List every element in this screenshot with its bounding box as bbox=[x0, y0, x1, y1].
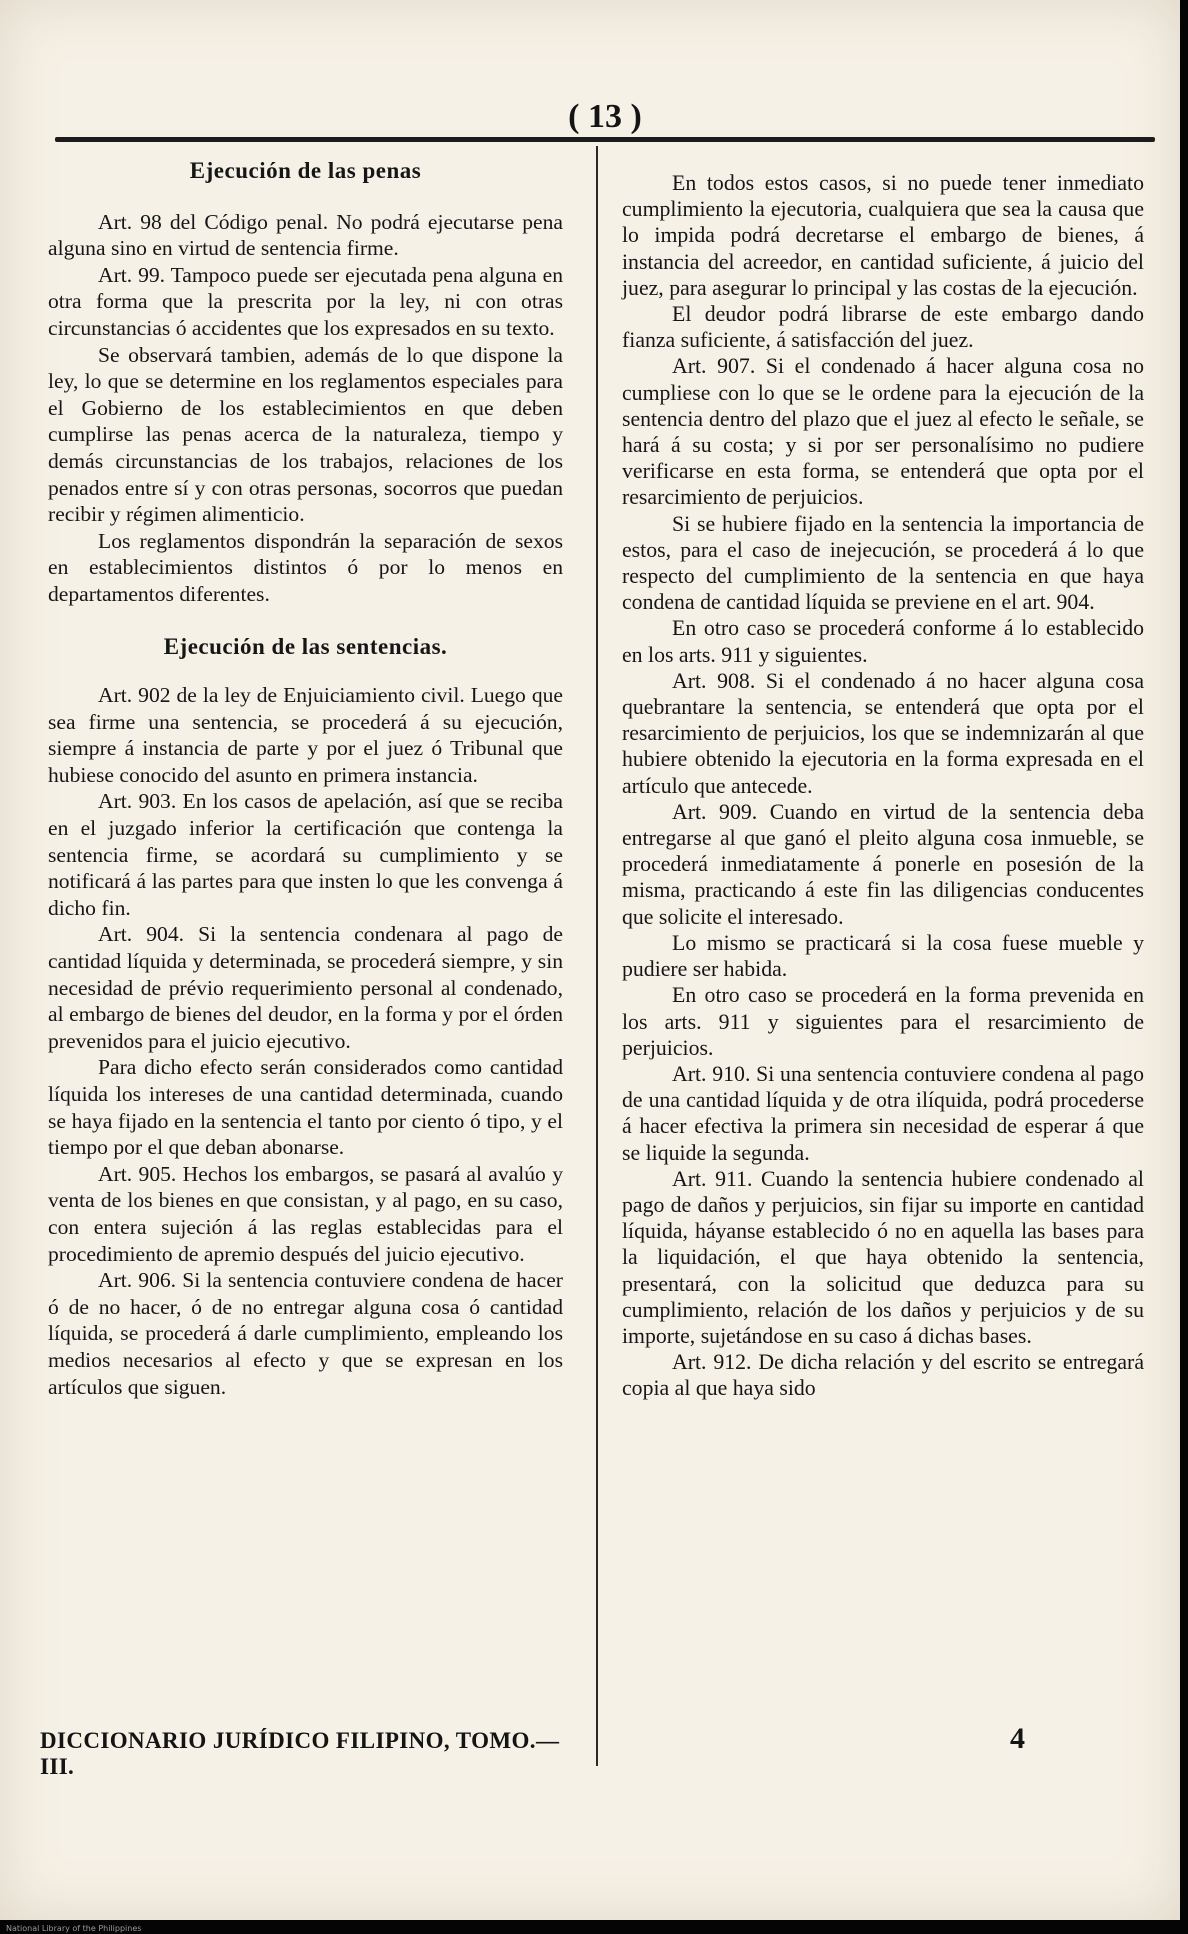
paragraph: Art. 910. Si una sentencia contuviere condena al pago de una cantidad líquida y de otra ilíquida, podrá procederse á hacer efectiva la primera sin necesidad de esperar á que se liquide la segunda. bbox=[622, 1061, 1144, 1165]
paragraph: Art. 99. Tampoco puede ser ejecutada pena alguna en otra forma que la prescrita por la ley, ni con otras circunstancias ó accidentes que los expresados en su texto. bbox=[48, 262, 563, 340]
paragraph: Art. 909. Cuando en virtud de la sentencia deba entregarse al que ganó el pleito alguna cosa inmueble, se procederá inmediatamente á ponerle en posesión de la misma, practicando á este fin las diligencias conducentes que solicite el interesado. bbox=[622, 799, 1144, 929]
paragraph: Art. 912. De dicha relación y del escrito se entregará copia al que haya sido bbox=[622, 1350, 1144, 1401]
paragraph: Art. 98 del Código penal. No podrá ejecutarse pena alguna sino en virtud de sentencia firme. bbox=[48, 209, 563, 261]
paragraph: Si se hubiere fijado en la sentencia la importancia de estos, para el caso de inejecución, se procederá á lo que respecto del cumplimiento de la sentencia en que haya condena de cantidad líquida se previene en el art. 904. bbox=[622, 511, 1144, 615]
paragraph: Art. 906. Si la sentencia contuviere condena de hacer ó de no hacer, ó de no entregar alguna cosa ó cantidad líquida, se procederá á darle cumplimiento, empleando los medios necesarios al efecto y que se expresan en los artículos que siguen. bbox=[48, 1268, 563, 1399]
paragraph: En todos estos casos, si no puede tener inmediato cumplimiento la ejecutoria, cualquiera que sea la causa que lo impida podrá decretarse el embargo de bienes, á instancia del acreedor, en cantidad suficiente, á juicio del juez, para asegurar lo principal y las costas de la ejecución. bbox=[622, 171, 1144, 300]
paragraph: Los reglamentos dispondrán la separación de sexos en establecimientos distintos ó por lo menos en departamentos diferentes. bbox=[48, 528, 563, 606]
paragraph: Art. 907. Si el condenado á hacer alguna cosa no cumpliese con lo que se le ordene para la ejecución de la sentencia dentro del plazo que el juez al efecto le señale, se hará á su costa; y si por ser personalísimo no pudiere verificarse en esta forma, se entenderá que opta por el resarcimiento de perjuicios. bbox=[622, 354, 1144, 510]
page-number: ( 13 ) bbox=[568, 98, 642, 135]
paragraph: Art. 908. Si el condenado á no hacer alguna cosa quebrantare la sentencia, se entenderá que opta por el resarcimiento de perjuicios, los que se indemnizarán al que hubiere obtenido la ejecutoria en la forma expresada en el artículo que antecede. bbox=[622, 668, 1144, 798]
paragraph: Art. 903. En los casos de apelación, así que se reciba en el juzgado inferior la certificación que contenga la sentencia firme, se acordará su cumplimiento y se notificará á las partes para que insten lo que les convenga á dicho fin. bbox=[48, 789, 563, 920]
paragraph: Lo mismo se practicará si la cosa fuese mueble y pudiere ser habida. bbox=[622, 930, 1144, 982]
signature-mark: 4 bbox=[1010, 1722, 1025, 1755]
paragraph: Art. 902 de la ley de Enjuiciamiento civil. Luego que sea firme una sentencia, se procederá á su ejecución, siempre á instancia de parte y por el juez ó Tribunal que hubiese conocido del asunto en primera instancia. bbox=[48, 683, 563, 787]
paragraph: Art. 911. Cuando la sentencia hubiere condenado al pago de daños y perjuicios, sin fijar su importe en cantidad líquida, háyanse establecido ó no en aquella las bases para la liquidación, el que haya obtenido la sentencia, presentará, con la solicitud que deduzca para su cumplimiento, relación de los daños y perjuicios y de su importe, sujetándose en su caso á dichas bases. bbox=[622, 1166, 1144, 1348]
running-footer: DICCIONARIO JURÍDICO FILIPINO, TOMO.—III. bbox=[40, 1728, 560, 1779]
paragraph: En otro caso se procederá en la forma prevenida en los arts. 911 y siguientes para el resarcimiento de perjuicios. bbox=[622, 983, 1144, 1060]
paragraph: Para dicho efecto serán considerados como cantidad líquida los intereses de una cantidad determinada, cuando se haya fijado en la sentencia el tanto por ciento ó tipo, y el tiempo por el que deban abonarse. bbox=[48, 1055, 563, 1160]
paragraph: Art. 904. Si la sentencia condenara al pago de cantidad líquida y determinada, se procederá siempre, y sin necesidad de prévio requerimiento personal al condenado, al embargo de bienes del deudor, en la forma y por el órden prevenidos para el juicio ejecutivo. bbox=[48, 922, 563, 1053]
paragraph: En otro caso se procederá conforme á lo establecido en los arts. 911 y siguientes. bbox=[622, 616, 1144, 667]
left-column bbox=[48, 158, 563, 1400]
paragraph: El deudor podrá librarse de este embargo dando fianza suficiente, á satisfacción del juez. bbox=[622, 302, 1144, 353]
paragraph: Se observará tambien, además de lo que dispone la ley, lo que se determine en los reglamentos especiales para el Gobierno de los establecimientos en que deben cumplirse las penas acerca de la naturaleza, tiempo y demás circunstancias de los trabajos, relaciones de los penados entre sí y con otras personas, socorros que puedan recibir y régimen alimenticio. bbox=[48, 342, 563, 527]
right-column bbox=[622, 170, 1144, 1402]
column-divider bbox=[596, 146, 598, 1766]
scan-credit: National Library of the Philippines bbox=[6, 1924, 142, 1933]
section-heading-penas: Ejecución de las penas bbox=[189, 158, 422, 183]
paragraph: Art. 905. Hechos los embargos, se pasará al avalúo y venta de los bienes en que consistan, y al pago, en su caso, con entera sujeción á las reglas establecidas para el procedimiento de apremio después del juicio ejecutivo. bbox=[48, 1161, 563, 1266]
header-rule bbox=[55, 137, 1155, 142]
section-heading-sentencias: Ejecución de las sentencias. bbox=[163, 633, 448, 659]
